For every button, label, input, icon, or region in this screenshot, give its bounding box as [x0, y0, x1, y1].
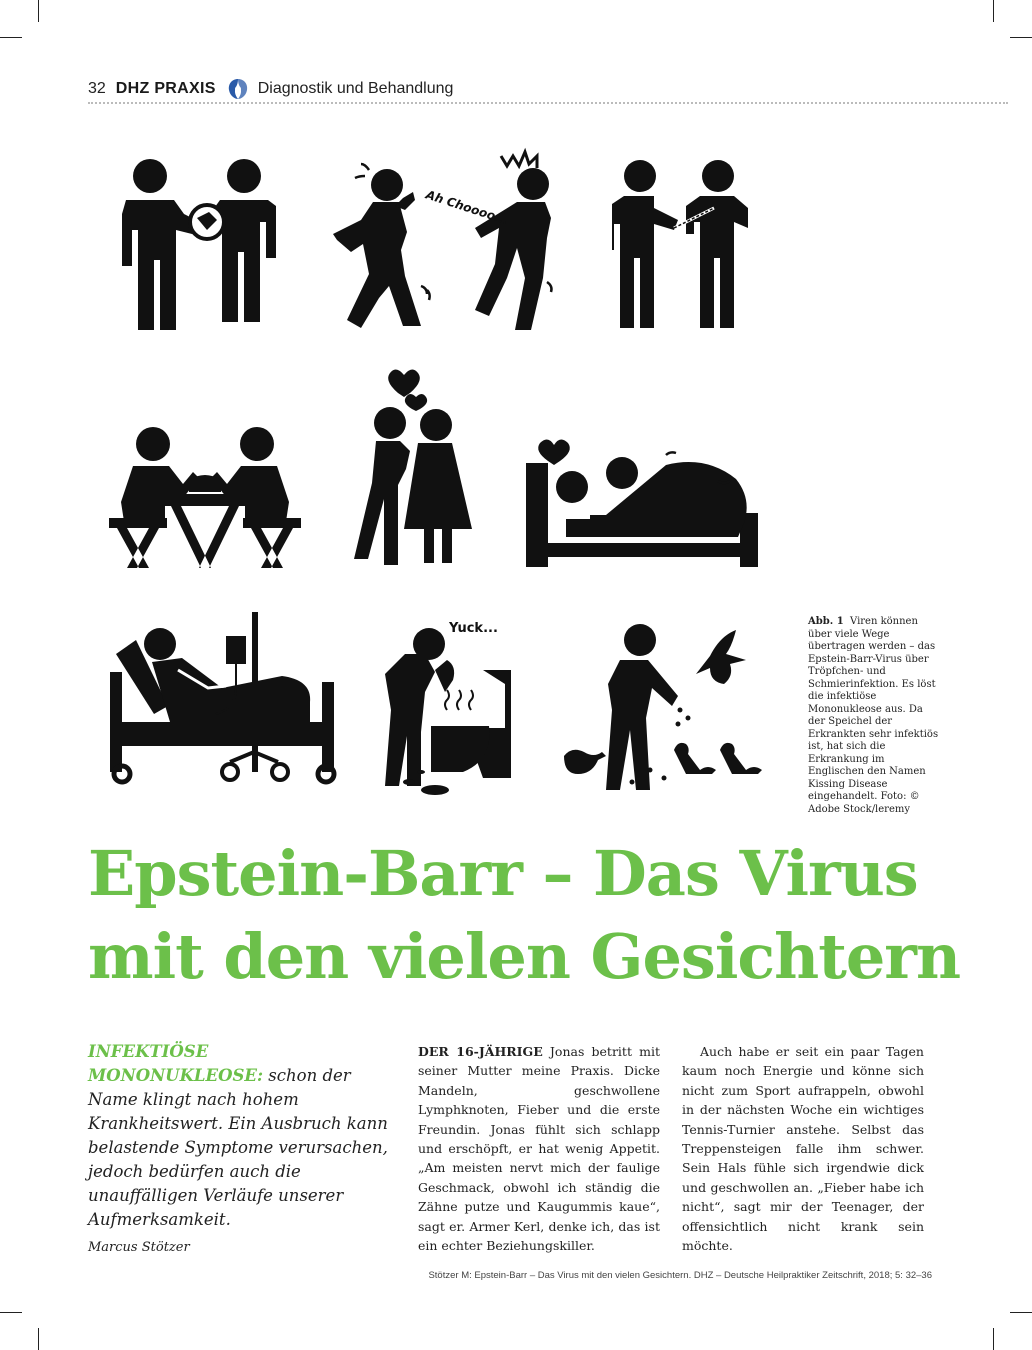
bed-couple-pictogram — [526, 425, 761, 570]
feeding-pigeons-pictogram — [550, 620, 770, 800]
crop-mark — [38, 1328, 39, 1350]
article-lead — [88, 1040, 388, 1260]
caption-label: Abb. 1 — [808, 616, 844, 627]
kissing-couple-pictogram — [336, 365, 486, 570]
journal-brand: DHZ PRAXIS — [115, 80, 216, 97]
yuck-text: Yuck... — [449, 621, 498, 636]
header-rule — [88, 102, 1008, 104]
vomiting-pictogram — [375, 614, 520, 804]
crop-mark — [993, 1328, 994, 1350]
crop-mark — [0, 37, 22, 38]
body-column-2 — [682, 1042, 924, 1255]
crop-mark — [38, 0, 39, 22]
journal-logo-icon — [226, 77, 250, 101]
crop-mark — [1010, 37, 1032, 38]
handshake-pictogram — [112, 152, 282, 332]
column-lead-in: DER 16-JÄHRIGE — [418, 1044, 543, 1059]
section-title: Diagnostik und Behandlung — [257, 80, 454, 97]
article-title — [88, 832, 988, 998]
lead-text: schon der Name klingt nach hohem Krankheitswert. Ein Ausbruch kann belastende Symptome verursachen, jedoch bedürfen auch die unauffälligen Verläufe unserer Aufmerksamkeit. — [88, 1066, 388, 1229]
caption-credit: Foto: © Adobe Stock/leremy — [808, 791, 920, 815]
crop-mark — [0, 1312, 22, 1313]
crop-mark — [993, 0, 994, 22]
crop-mark — [1010, 1312, 1032, 1313]
caption-text: Viren können über viele Wege übertragen werden – das Epstein-Barr-Virus über Tröpfchen- und Schmierinfektion. Es löst die infektiöse Mononukleose aus. Da der Speichel der Erkrankten sehr infektiös ist, hat sich die Erkrankung im Englischen den Namen Kissing Disease eingehandelt. — [808, 616, 939, 802]
citation-footer: Stötzer M: Epstein-Barr – Das Virus mit den vielen Gesichtern. DHZ – Deutsche Heilpraktiker Zeitschrift, 2018; 5: 32–36 — [428, 1270, 932, 1281]
injection-pictogram — [612, 150, 757, 335]
column-1-text: Jonas betritt mit seiner Mutter meine Praxis. Dicke Mandeln, geschwollene Lymphknoten, Fieber und die erste Freundin. Jonas fühlt sich schlapp und erschöpft, er hat wenig Appetit. „Am meisten nervt mich der faulige Geschmack, obwohl ich ständig die Zähne putze und Kaugummis kaue“, sagt er. Armer Kerl, denke ich, das ist ein echter Beziehungskiller. — [418, 1044, 661, 1254]
page-number: 32 — [88, 80, 106, 97]
article-author: Marcus Stötzer — [88, 1240, 190, 1255]
shared-meal-pictogram — [105, 422, 305, 570]
figure-caption — [808, 616, 942, 816]
body-column-1 — [418, 1042, 660, 1255]
sneeze-text: Ah Choooo... — [424, 187, 511, 228]
hospital-bed-pictogram — [108, 612, 340, 790]
title-line-2: mit den vielen Gesichtern — [88, 920, 961, 993]
page-header — [88, 76, 453, 102]
sneezing-pictogram — [325, 140, 570, 340]
lead-kicker: INFEKTIÖSE MONONUKLEOSE: — [88, 1042, 264, 1085]
column-2-text: Auch habe er seit ein paar Tagen kaum noch Energie und könne sich nicht zum Sport aufrappeln, obwohl in der nächsten Woche ein wichtiges Tennis-Turnier anstehe. Selbst das Treppensteigen falle ihm schwer. Sein Hals fühle sich irgendwie dick und geschwollen an. „Fieber habe ich nicht“, sagt mir der Teenager, der offensichtlich nicht krank sein möchte. — [682, 1044, 924, 1254]
title-line-1: Epstein-Barr – Das Virus — [88, 837, 918, 910]
